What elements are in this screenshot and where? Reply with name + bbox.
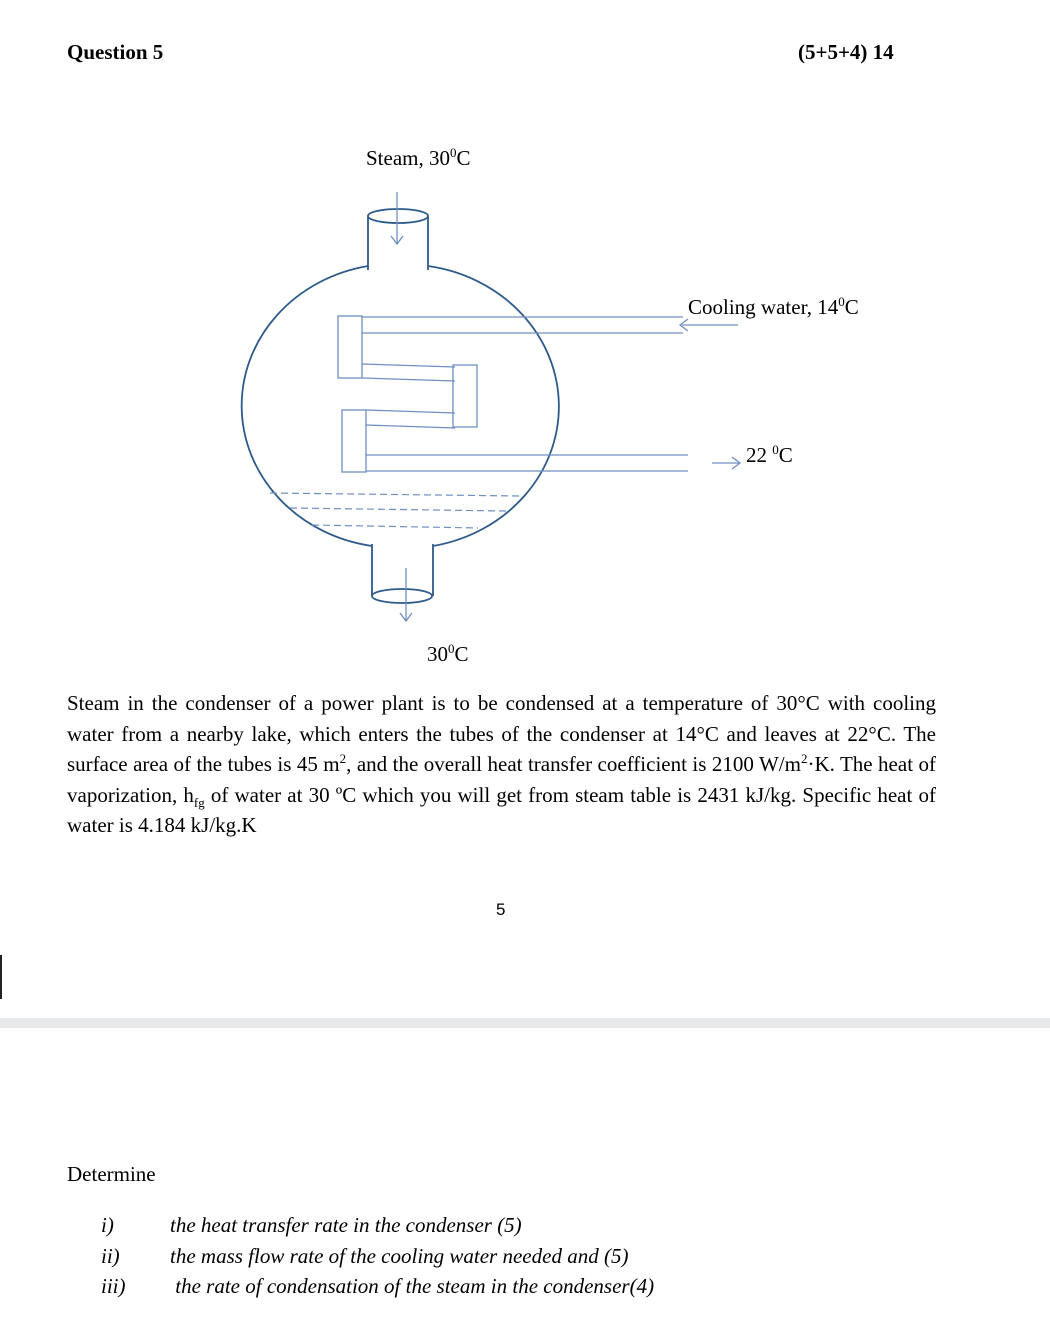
cooling-water-inlet-label: Cooling water, $14^0C$ <box>688 294 859 319</box>
determine-heading: Determine <box>67 1162 156 1186</box>
problem-statement: Steam in the condenser of a power plant is to be condensed at a temperature of 30°C with cooling water from a nearby lake, which enters the tubes of the condenser at 14°C and leaves at 22°C. The surface area of the tubes is 45 $m^2$, and the overall heat transfer coefficient is 2100 $W/m^2\cdot K$. The heat of vaporization, $h_{fg}$ of water at 30 ºC which you will get from steam table is 2431 kJ/kg. Specific heat of water is 4.184 kJ/kg.K <box>67 691 936 837</box>
task-text: the rate of condensation of the steam in the condenser(4) <box>170 1274 655 1298</box>
tube-header-1 <box>338 316 362 378</box>
liquid-level-line-3 <box>312 525 478 528</box>
condensate-outlet-label: $30^0C$ <box>427 641 469 666</box>
text-cursor-bar <box>0 955 2 999</box>
question-title: Question 5 <box>67 40 164 64</box>
task-number: iii) <box>101 1274 126 1298</box>
condenser-shell <box>242 266 559 546</box>
condensate-outlet-nozzle-bottom <box>372 589 432 603</box>
question-marks: (5+5+4) 14 <box>798 40 894 64</box>
task-number: i) <box>101 1213 114 1237</box>
page-separator <box>0 1018 1050 1028</box>
liquid-level-line-1 <box>270 493 520 496</box>
liquid-level-line-2 <box>290 508 506 511</box>
task-number: ii) <box>101 1244 120 1268</box>
steam-inlet-label: Steam, $30^0C$ <box>366 145 471 170</box>
task-item <box>101 1213 801 1241</box>
tube-header-3 <box>342 410 366 472</box>
tube-header-2 <box>453 365 477 427</box>
task-item <box>101 1244 801 1272</box>
page-number: 5 <box>496 900 506 919</box>
task-text: the mass flow rate of the cooling water needed and (5) <box>170 1244 629 1268</box>
task-text: the heat transfer rate in the condenser (5) <box>170 1213 522 1237</box>
cooling-water-outlet-label: 22 $^0$C <box>746 442 793 467</box>
task-item <box>101 1274 801 1302</box>
steam-inlet-nozzle-top <box>368 209 428 223</box>
